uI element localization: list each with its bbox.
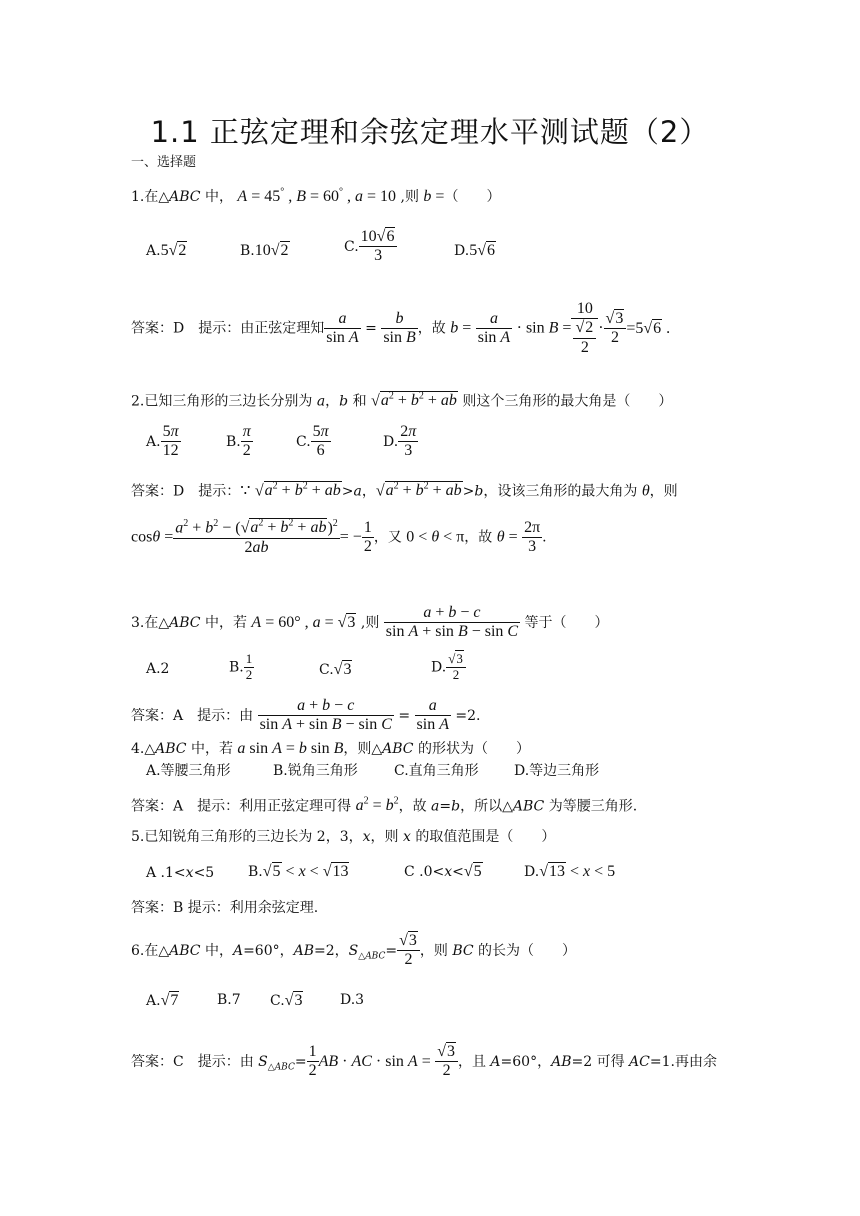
q4-option-b[interactable]: B.锐角三角形	[273, 763, 358, 779]
q5-option-d[interactable]: D.√13 < x < 5	[524, 863, 616, 880]
q2-option-a[interactable]: A. $\frac{5\pi}{12}$	[146, 423, 179, 460]
q6-option-a[interactable]: A.√7	[146, 992, 179, 1009]
q4-option-d[interactable]: D.等边三角形	[514, 763, 600, 779]
q1-option-c[interactable]: C. $\frac{10√6}{3}$	[344, 228, 397, 266]
q3-option-b[interactable]: B. $\frac{1}{2}$	[229, 651, 253, 682]
q1-option-b[interactable]: B.10√2	[240, 242, 289, 259]
q4-stem: 4.△ABC 中，若 a sin A = b sin B，则△ABC 的形状为（ ）	[131, 740, 530, 757]
q3-stem: 3.在△ABC 中，若 A = 60° , a = √3 ,则 $\frac{a + b - c}{\text{sin A + sin B − sin C}}$ 等于（ ）	[131, 604, 609, 641]
q5-answer: 答案：B 提示：利用余弦定理.	[131, 900, 319, 916]
q6-option-c[interactable]: C.√3	[270, 992, 303, 1009]
q6-option-d[interactable]: D.3	[340, 992, 365, 1008]
section-heading: 一、选择题	[131, 155, 197, 170]
q2-option-c[interactable]: C. $\frac{5\pi}{6}$	[296, 423, 329, 460]
q5-option-a[interactable]: A .1<x<5	[146, 865, 215, 881]
q6-stem: 6.在△ABC 中，A=60°，AB=2，$S_{\triangle ABC}=$ $\frac{√3}{2}$ ，则 BC 的长为（ ）	[131, 932, 577, 969]
page-title: 1.1 正弦定理和余弦定理水平测试题（2）	[150, 115, 710, 149]
q2-option-b[interactable]: B. $\frac{\pi}{2}$	[226, 423, 251, 460]
q5-option-c[interactable]: C .0<x<√5	[404, 863, 482, 880]
q1-answer: 答案：D 提示：由正弦定理知 $\frac{a}{\text{sin A}}$ = $\frac{b}{\text{sin B}}$ ，故 b = $\frac{a}{\text{sin A}}$ · sin B = $\frac{10}{\frac{√2}{2}}$ · $\frac{√3}{2}$ =5√6 .	[131, 300, 671, 356]
q3-option-c[interactable]: C.√3	[319, 661, 352, 678]
q3-option-d[interactable]: D. $\frac{√3}{2}$	[431, 652, 466, 683]
q4-option-c[interactable]: C.直角三角形	[394, 763, 479, 779]
q2-answer-line1: 答案：D 提示：∵ $√a^2 + b^2 + ab>a$，$√a^2 + b^2 + ab>b$，设该三角形的最大角为 θ，则	[131, 481, 678, 500]
q3-option-a[interactable]: A.2	[146, 661, 170, 677]
q1-stem	[131, 188, 500, 205]
q5-option-b[interactable]: B.√5 < x < √13	[248, 863, 349, 880]
q6-answer: 答案：C 提示：由 $S_{\triangle ABC}=$ $\frac{1}{2}$ AB · AC · sin A = $\frac{√3}{2}$ ，且 A=60°，AB=2 可得 AC=1.再由余	[131, 1043, 717, 1080]
q1-stem-text: 1.在△ABC 中， A = 45° , B = 60° , a = 10 ,则 b =（ ）	[131, 187, 501, 206]
q2-option-d[interactable]: D. $\frac{2\pi}{3}$	[383, 423, 417, 460]
q5-stem: 5.已知锐角三角形的三边长为 2，3，x，则 x 的取值范围是（ ）	[131, 829, 556, 845]
q3-answer: 答案：A 提示：由 $\frac{a + b - c}{\text{sin A + sin B − sin C}}$ = $\frac{a}{\text{sin A}}$ =2.	[131, 697, 481, 734]
q1-option-a[interactable]: A.5√2	[146, 242, 187, 259]
q6-option-b[interactable]: B.7	[217, 992, 241, 1008]
q2-answer-line2: cosθ = $\frac{a^2 + b^2 - (√a^2 + b^2 + ab)^2}{2ab}$ = − $\frac{1}{2}$ ，又 0 < θ < π，故 θ = $\frac{2\pi}{3}$ .	[131, 518, 547, 556]
q4-answer: 答案：A 提示：利用正弦定理可得 $a^2 = b^2$，故 a=b，所以△ABC 为等腰三角形.	[131, 796, 638, 815]
q2-stem: 2.已知三角形的三边长分别为 a，b 和 $√a^2 + b^2$ + ab 则这个三角形的最大角是（ ）	[131, 391, 673, 410]
q1-option-d[interactable]: D.5√6	[454, 242, 495, 259]
q4-option-a[interactable]: A.等腰三角形	[146, 763, 231, 779]
